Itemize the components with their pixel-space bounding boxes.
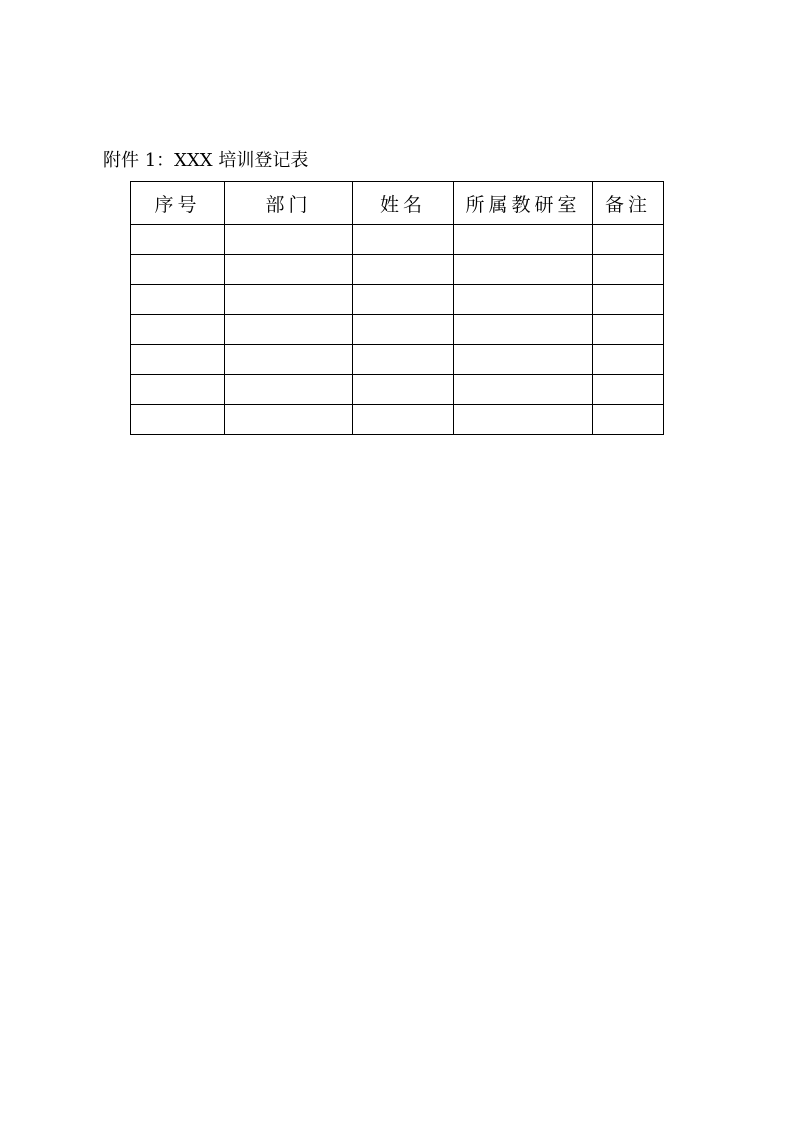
table-cell [454,345,593,375]
table-cell [131,315,225,345]
table-row [131,375,664,405]
table-row [131,225,664,255]
table-cell [131,345,225,375]
header-teaching-office: 所属教研室 [454,182,593,225]
table-cell [353,285,454,315]
table-cell [454,255,593,285]
table-cell [131,225,225,255]
table-cell [593,375,664,405]
registration-table [130,181,664,435]
table-cell [454,225,593,255]
table-cell [593,315,664,345]
header-department: 部门 [225,182,353,225]
table-cell [454,375,593,405]
table-cell [131,375,225,405]
table-cell [353,315,454,345]
table-cell [131,285,225,315]
header-remarks: 备注 [593,182,664,225]
table-row [131,285,664,315]
table-header-row [131,182,664,225]
table-row [131,405,664,435]
table-cell [225,285,353,315]
table-cell [225,225,353,255]
header-name: 姓名 [353,182,454,225]
table-cell [353,405,454,435]
table-cell [353,225,454,255]
table-cell [225,375,353,405]
table-cell [593,345,664,375]
header-serial-number: 序号 [131,182,225,225]
table-cell [454,285,593,315]
table-row [131,345,664,375]
table-cell [353,255,454,285]
table-cell [353,375,454,405]
table-cell [225,315,353,345]
table-cell [131,255,225,285]
table-row [131,315,664,345]
table-cell [131,405,225,435]
table-cell [593,225,664,255]
table-cell [593,255,664,285]
table-cell [225,345,353,375]
table-cell [225,405,353,435]
table-cell [593,285,664,315]
page-title: 附件 1：XXX 培训登记表 [103,150,309,171]
table-cell [225,255,353,285]
table-cell [454,405,593,435]
table-row [131,255,664,285]
table-cell [353,345,454,375]
table-cell [593,405,664,435]
table-cell [454,315,593,345]
